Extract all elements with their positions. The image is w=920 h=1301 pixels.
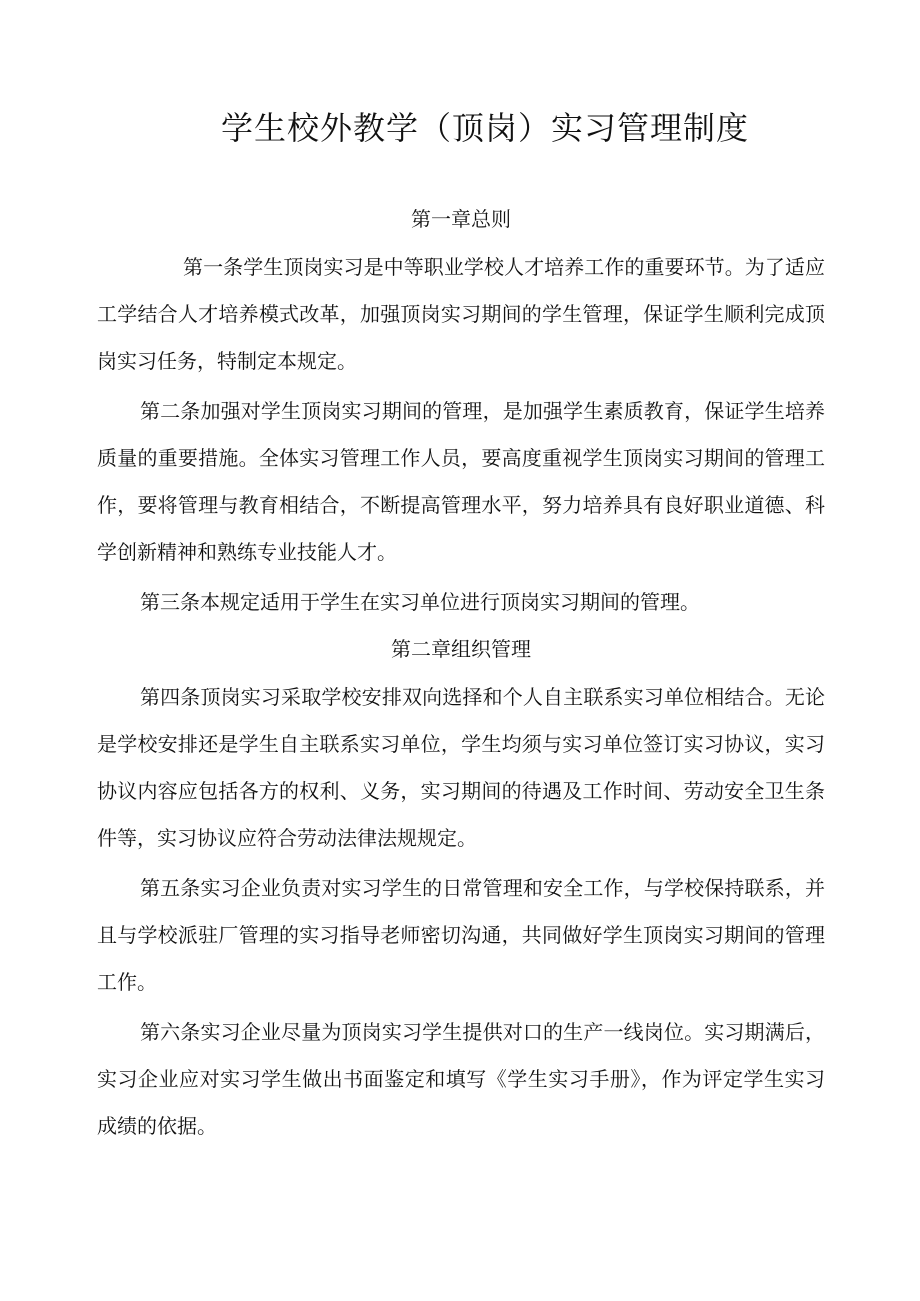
article-5: 第五条实习企业负责对实习学生的日常管理和安全工作，与学校保持联系，并且与学校派驻厂管理的实习指导老师密切沟通，共同做好学生顶岗实习期间的管理工作。 (97, 876, 825, 994)
article-6: 第六条实习企业尽量为顶岗实习学生提供对口的生产一线岗位。实习期满后，实习企业应对实习学生做出书面鉴定和填写《学生实习手册》，作为评定学生实习成绩的依据。 (97, 1020, 825, 1138)
document-title: 学生校外教学（顶岗）实习管理制度 (220, 109, 749, 147)
article-1: 第一条学生顶岗实习是中等职业学校人才培养工作的重要环节。为了适应工学结合人才培养模式改革，加强顶岗实习期间的学生管理，保证学生顺利完成顶岗实习任务，特制定本规定。 (97, 255, 825, 373)
article-3: 第三条本规定适用于学生在实习单位进行顶岗实习期间的管理。 (140, 590, 700, 614)
chapter-2-heading: 第二章组织管理 (391, 637, 531, 661)
article-2: 第二条加强对学生顶岗实习期间的管理，是加强学生素质教育，保证学生培养质量的重要措施。全体实习管理工作人员，要高度重视学生顶岗实习期间的管理工作，要将管理与教育相结合，不断提高管理水平，努力培养具有良好职业道德、科学创新精神和熟练专业技能人才。 (97, 399, 825, 564)
chapter-1-heading: 第一章总则 (411, 207, 511, 231)
article-4: 第四条顶岗实习采取学校安排双向选择和个人自主联系实习单位相结合。无论是学校安排还是学生自主联系实习单位，学生均须与实习单位签订实习协议，实习协议内容应包括各方的权利、义务，实习期间的待遇及工作时间、劳动安全卫生条件等，实习协议应符合劳动法律法规规定。 (97, 685, 825, 850)
document-body (97, 196, 825, 1150)
